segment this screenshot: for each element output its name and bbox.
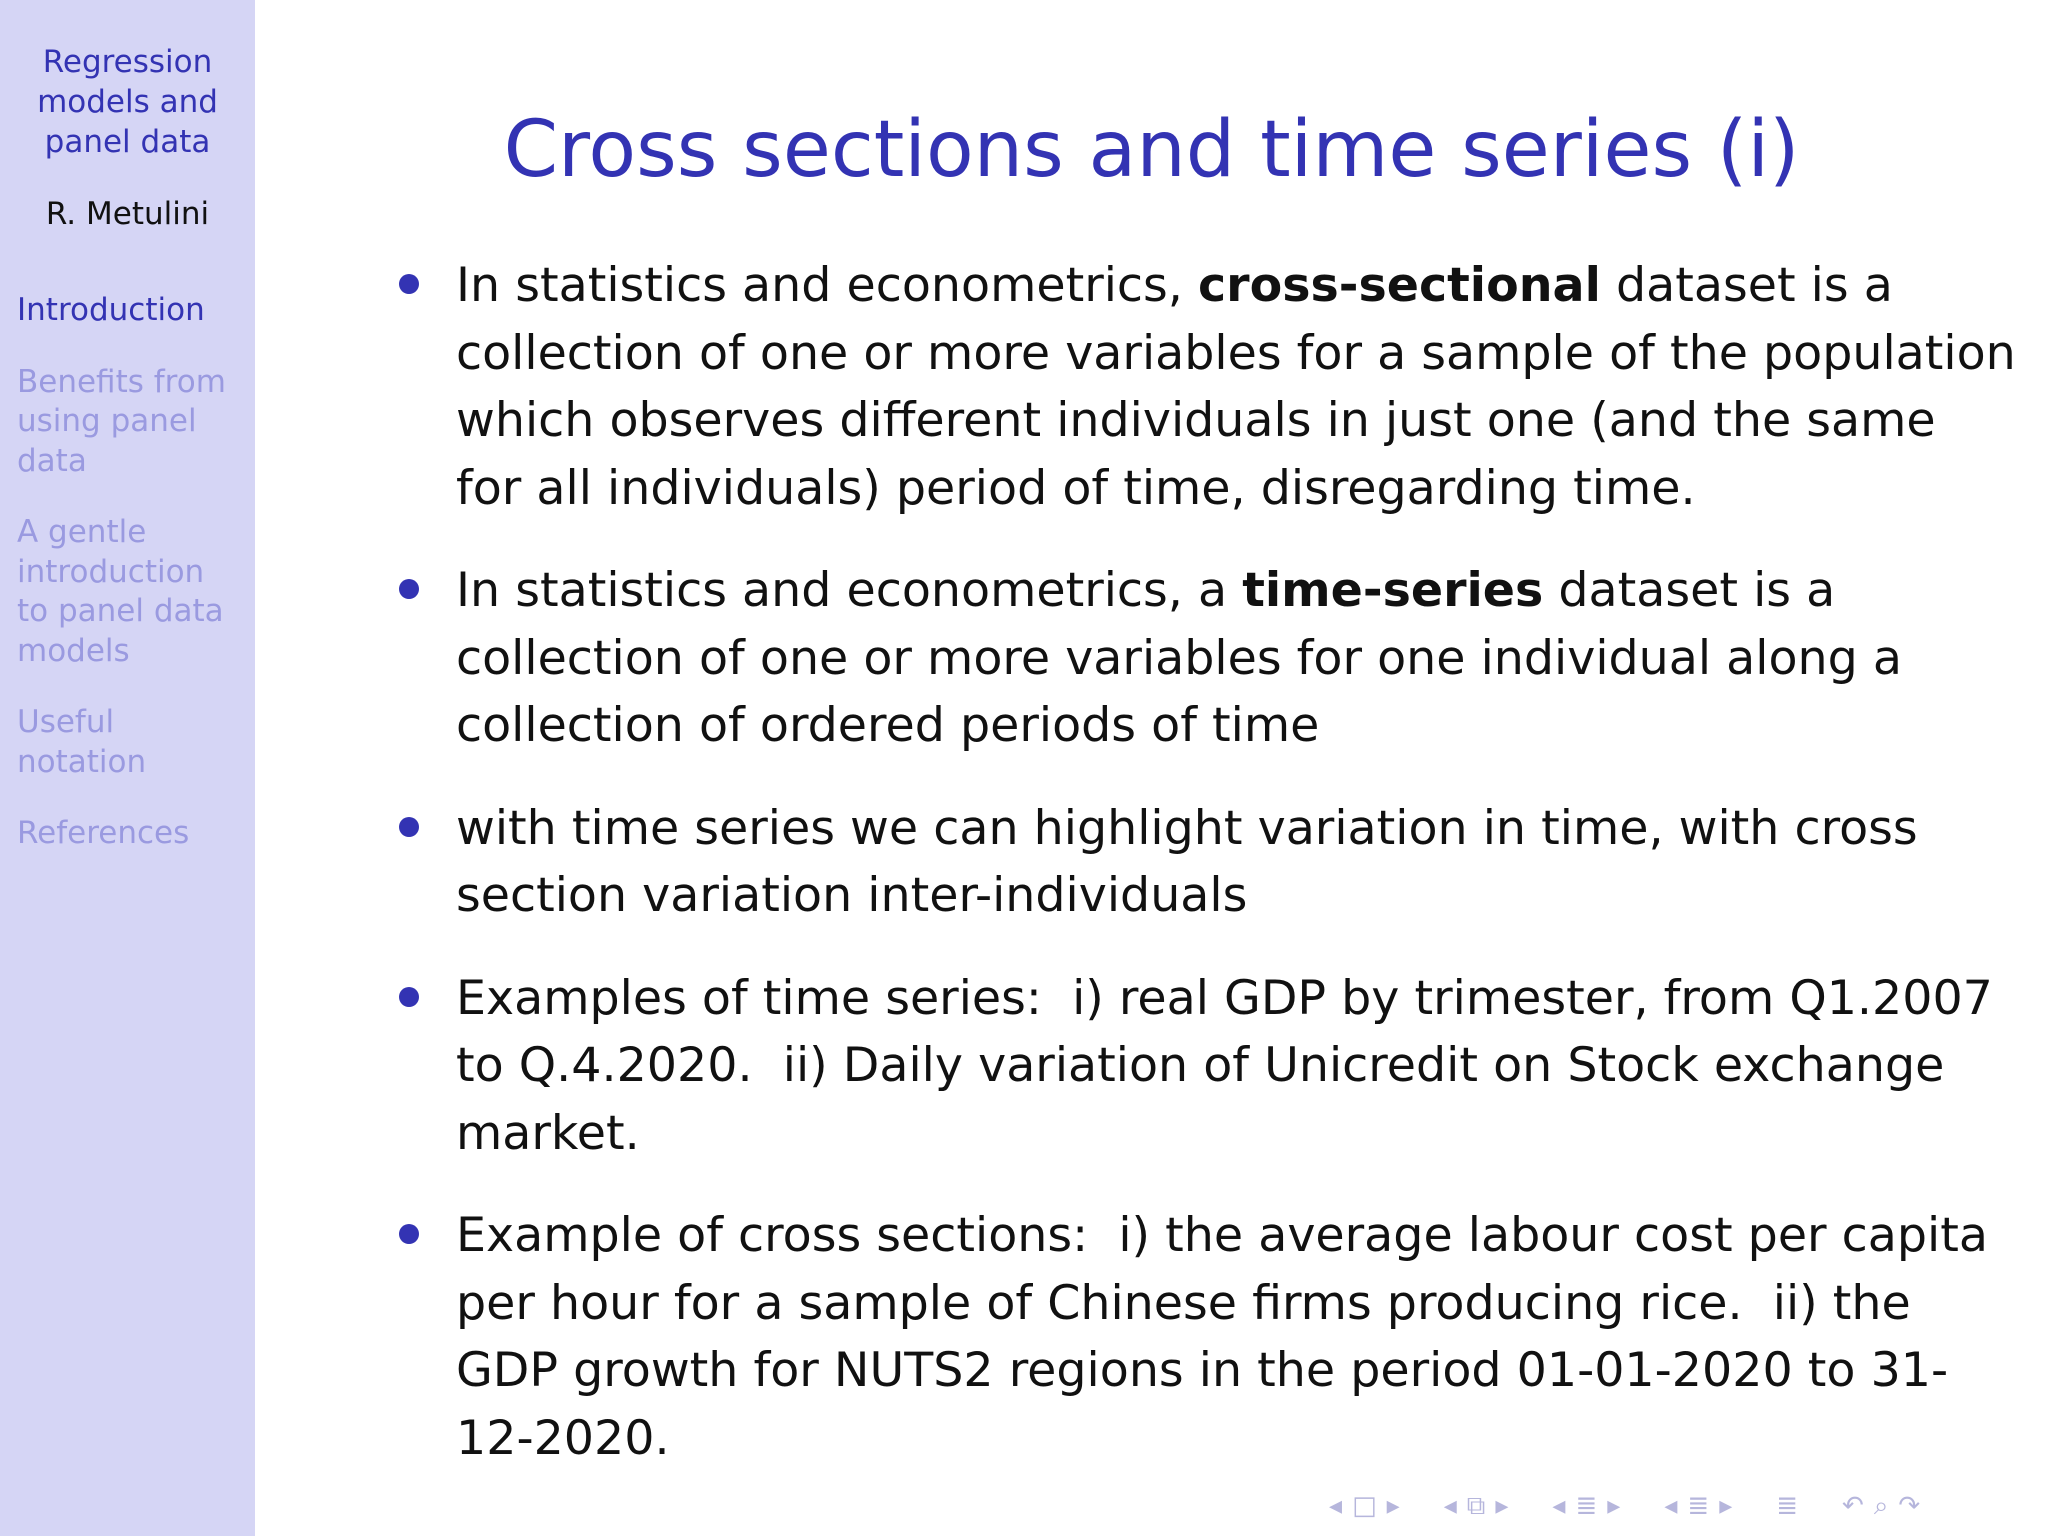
subsection-icon[interactable]: ≣ [1687,1491,1710,1521]
bullet-text: In statistics and econometrics, [456,258,1198,313]
sidebar-item-benefits[interactable]: Benefits from using panel data [17,363,226,479]
toc-icon[interactable]: ≣ [1776,1491,1799,1521]
prev-subsection-icon[interactable]: ◂ [1664,1491,1678,1521]
prev-subframe-icon[interactable]: ◂ [1443,1491,1457,1521]
bullet-bold-term: time-series [1242,563,1544,618]
sidebar-author: R. Metulini [45,196,210,232]
next-section-icon[interactable]: ▸ [1607,1491,1621,1521]
section-nav-group [1547,1491,1625,1521]
slide-title: Cross sections and time series (i) [503,105,1800,195]
bullet-dot [399,274,419,294]
subframe-icon[interactable]: ⧉ [1466,1490,1486,1521]
bullet-item [456,795,2016,930]
prev-section-icon[interactable]: ◂ [1552,1491,1566,1521]
frame-icon[interactable]: □ [1352,1491,1377,1521]
bullet-dot [399,817,419,837]
subsection-frame-nav-group [1439,1491,1514,1522]
search-icon[interactable]: ⌕ [1873,1490,1889,1521]
frame-nav-group [1324,1491,1405,1521]
bullet-dot [399,987,419,1007]
subsection-nav-group [1659,1491,1737,1521]
next-frame-icon[interactable]: ▸ [1386,1491,1400,1521]
redo-icon[interactable]: ↷ [1898,1491,1921,1521]
beamer-navigation-bar [1324,1490,1925,1522]
undo-icon[interactable]: ↶ [1842,1491,1864,1521]
sidebar-presentation-title[interactable]: Regression models and panel data [37,44,218,160]
section-icon[interactable]: ≣ [1575,1491,1598,1521]
bullet-text: dataset is a collection of one or more variables for one individual along a collection of ordered periods of time [456,563,1903,753]
bullet-text: In statistics and econometrics, a [456,563,1243,618]
bullet-bold-term: cross-sectional [1197,258,1601,313]
bullet-text: Example of cross sections: i) the average labour cost per capita per hour for a sample of Chinese firms producing rice. ii) the GDP growth for NUTS2 regions in the period 01-01-2020 to 31-12-2020. [456,1208,2004,1466]
bullet-text: dataset is a collection of one or more variables for a sample of the population which observes different individuals in just one (and the same for all individuals) period of time, disregarding time. [456,258,2016,516]
sidebar-item-introduction[interactable]: Introduction [17,292,205,328]
history-search-group [1837,1491,1925,1522]
next-subsection-icon[interactable]: ▸ [1719,1491,1733,1521]
bullet-dot [399,1224,419,1244]
bullet-text: Examples of time series: i) real GDP by trimester, from Q1.2007 to Q.4.2020. ii) Daily variation of Unicredit on Stock exchange market. [456,970,2009,1161]
slide-content [456,252,2016,1472]
prev-frame-icon[interactable]: ◂ [1329,1491,1343,1521]
next-subframe-icon[interactable]: ▸ [1495,1491,1509,1521]
bullet-item [456,965,2016,1168]
sidebar-nav [17,291,249,854]
bullet-item [456,557,2016,760]
sidebar-item-references[interactable]: References [17,815,190,851]
bullet-dot [399,579,419,599]
bullet-item [456,252,2016,522]
sidebar [0,0,255,1536]
bullet-text: with time series we can highlight variation in time, with cross section variation inter-individuals [456,800,1918,923]
sidebar-item-useful-notation[interactable]: Useful notation [17,704,147,780]
bullet-item [456,1202,2016,1472]
toc-nav-group [1771,1491,1803,1521]
sidebar-item-gentle-introduction[interactable]: A gentle introduction to panel data models [17,514,224,669]
